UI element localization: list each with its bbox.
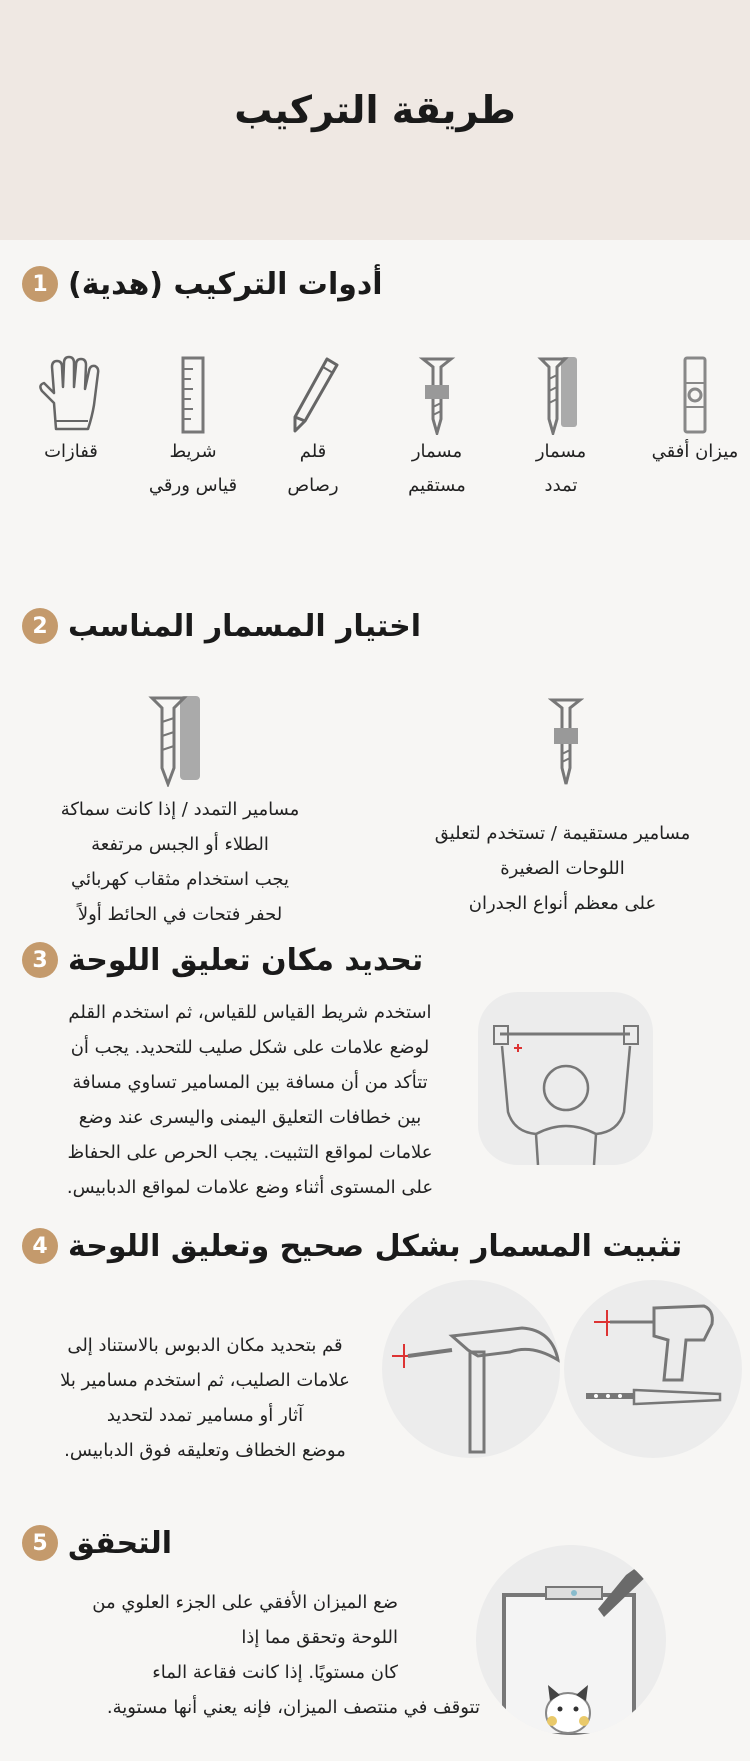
section-1-heading xyxy=(22,266,383,302)
text-line: اللوحات الصغيرة xyxy=(500,858,625,879)
tool-tape xyxy=(138,355,248,503)
tool-label xyxy=(138,435,248,503)
screw-icon xyxy=(417,355,457,435)
expansion-nail-description xyxy=(20,792,340,932)
hammer-icon xyxy=(382,1280,560,1458)
expansion-nail-icon xyxy=(146,692,216,787)
text-line: لحفر فتحات في الحائط أولاً xyxy=(77,904,283,925)
text-line: استخدم شريط القياس للقياس، ثم استخدم القلم xyxy=(68,1002,432,1023)
tool-label-line: مستقيم xyxy=(408,475,466,496)
text-line: على المستوى أثناء وضع علامات لمواقع الدبابيس. xyxy=(66,1177,434,1198)
tool-gloves xyxy=(16,355,126,469)
text-line: آثار أو مسامير تمدد لتحديد xyxy=(106,1405,304,1426)
hammer-illustration xyxy=(382,1280,560,1458)
step-badge: 1 xyxy=(22,266,58,302)
tool-label-line: قلم xyxy=(299,441,327,462)
text-line: بين خطافات التعليق اليمنى واليسرى عند وضع xyxy=(78,1107,422,1128)
section-3-heading xyxy=(22,942,423,978)
page-title: طريقة التركيب xyxy=(234,88,516,132)
tool-label xyxy=(506,435,616,503)
section-title: أدوات التركيب (هدية) xyxy=(68,266,383,302)
section-4-heading xyxy=(22,1228,682,1264)
tool-level xyxy=(640,355,750,469)
tool-expansion-nail xyxy=(506,355,616,503)
text-line: تتوقف في منتصف الميزان، فإنه يعني أنها مستوية. xyxy=(106,1697,480,1718)
ruler-icon xyxy=(173,355,213,435)
tool-pencil xyxy=(258,355,368,503)
text-line: ضع الميزان الأفقي على الجزء العلوي من xyxy=(92,1592,398,1613)
tool-label-line: شريط xyxy=(169,441,217,462)
drill-illustration xyxy=(564,1280,742,1458)
section-2-heading xyxy=(22,608,421,644)
measuring-illustration xyxy=(478,992,653,1165)
framed-picture-icon xyxy=(476,1545,666,1735)
tool-label-line: قياس ورقي xyxy=(148,475,238,496)
text-line: الطلاء أو الجبس مرتفعة xyxy=(91,834,269,855)
text-line: اللوحة وتحقق مما إذا xyxy=(241,1627,398,1648)
expansion-nail-icon xyxy=(531,355,591,435)
tool-label xyxy=(382,435,492,503)
tool-label xyxy=(258,435,368,503)
page-header xyxy=(0,0,750,240)
person-measuring-icon xyxy=(478,992,653,1165)
step-4-description xyxy=(30,1328,380,1468)
text-line: موضع الخطاف وتعليقه فوق الدبابيس. xyxy=(64,1440,346,1461)
step-3-description xyxy=(40,995,460,1205)
step-5-description xyxy=(30,1585,480,1725)
text-line: تتأكد من أن مسافة بين المسامير تساوي مسافة xyxy=(72,1072,428,1093)
step-badge: 3 xyxy=(22,942,58,978)
text-line: يجب استخدام مثقاب كهربائي xyxy=(70,869,290,890)
pencil-icon xyxy=(283,355,343,435)
tool-label: ميزان أفقي xyxy=(651,441,739,462)
level-icon xyxy=(675,355,715,435)
step-badge: 2 xyxy=(22,608,58,644)
text-line: على معظم أنواع الجدران xyxy=(468,893,657,914)
glove-icon xyxy=(36,355,106,435)
text-line: كان مستويًا. إذا كانت فقاعة الماء xyxy=(152,1662,398,1683)
text-line: علامات لمواقع التثبيت. يجب الحرص على الحفاظ xyxy=(67,1142,433,1163)
section-title: تثبيت المسمار بشكل صحيح وتعليق اللوحة xyxy=(68,1228,683,1264)
text-line: مسامير التمدد / إذا كانت سماكة xyxy=(60,799,300,820)
tool-label-line: مسمار xyxy=(535,441,587,462)
section-title: تحديد مكان تعليق اللوحة xyxy=(68,942,424,978)
tool-label-line: تمدد xyxy=(544,475,578,496)
text-line: مسامير مستقيمة / تستخدم لتعليق xyxy=(434,823,691,844)
level-check-illustration xyxy=(476,1545,666,1735)
text-line: علامات الصليب، ثم استخدم مسامير بلا xyxy=(60,1370,350,1391)
tool-label-line: رصاص xyxy=(287,475,339,496)
tool-label-line: مسمار xyxy=(411,441,463,462)
text-line: لوضع علامات على شكل صليب للتحديد. يجب أن xyxy=(70,1037,430,1058)
section-title: التحقق xyxy=(68,1525,173,1561)
section-title: اختيار المسمار المناسب xyxy=(68,608,422,644)
straight-nail-icon xyxy=(548,696,584,786)
step-badge: 5 xyxy=(22,1525,58,1561)
tool-straight-nail xyxy=(382,355,492,503)
drill-icon xyxy=(564,1280,742,1458)
straight-nail-description xyxy=(395,816,730,921)
tool-label: قفازات xyxy=(44,441,98,462)
text-line: قم بتحديد مكان الدبوس بالاستناد إلى xyxy=(67,1335,343,1356)
step-badge: 4 xyxy=(22,1228,58,1264)
section-5-heading xyxy=(22,1525,172,1561)
